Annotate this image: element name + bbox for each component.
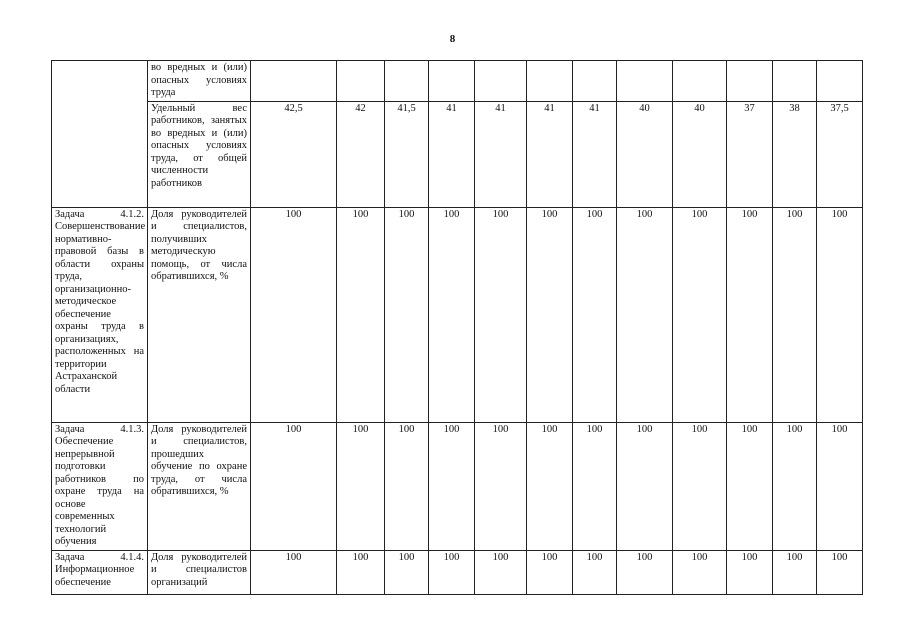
value-cell: 100 xyxy=(727,207,773,422)
value-cell: 41 xyxy=(475,101,527,207)
value-cell xyxy=(429,61,475,102)
value-cell xyxy=(617,61,673,102)
value-cell: 37 xyxy=(727,101,773,207)
value-cell: 41 xyxy=(527,101,573,207)
value-cell: 100 xyxy=(673,550,727,594)
value-cell: 100 xyxy=(385,422,429,550)
value-cell: 100 xyxy=(527,207,573,422)
value-cell: 100 xyxy=(673,207,727,422)
value-cell xyxy=(527,61,573,102)
indicator-cell: Доля руководителей и специалистов организаций xyxy=(148,550,251,594)
table-row xyxy=(52,207,863,422)
value-cell xyxy=(475,61,527,102)
value-cell: 100 xyxy=(727,550,773,594)
value-cell: 100 xyxy=(251,422,337,550)
task-cell xyxy=(52,61,148,208)
value-cell: 100 xyxy=(617,422,673,550)
value-cell: 100 xyxy=(337,550,385,594)
value-cell: 100 xyxy=(673,422,727,550)
value-cell: 100 xyxy=(475,550,527,594)
value-cell xyxy=(337,61,385,102)
value-cell: 100 xyxy=(573,550,617,594)
task-cell: Задача 4.1.2. Совершенствование нормативно-правовой базы в области охраны труда, организационно-методическое обеспечение охраны труда в организациях, расположенных на территории Астраханской области xyxy=(52,207,148,422)
table-row xyxy=(52,422,863,550)
value-cell: 100 xyxy=(573,422,617,550)
value-cell: 100 xyxy=(385,207,429,422)
value-cell xyxy=(385,61,429,102)
indicator-cell: Доля руководителей и специалистов, прошедших обучение по охране труда, от числа обратившихся, % xyxy=(148,422,251,550)
indicators-table xyxy=(51,60,863,595)
value-cell: 41,5 xyxy=(385,101,429,207)
indicator-cell: во вредных и (или) опасных условиях труда xyxy=(148,61,251,102)
task-cell: Задача 4.1.3. Обеспечение непрерывной подготовки работников по охране труда на основе современных технологий обучения xyxy=(52,422,148,550)
value-cell: 100 xyxy=(251,550,337,594)
value-cell: 41 xyxy=(429,101,475,207)
value-cell: 37,5 xyxy=(817,101,863,207)
value-cell: 100 xyxy=(617,550,673,594)
value-cell: 100 xyxy=(429,207,475,422)
value-cell: 40 xyxy=(617,101,673,207)
value-cell xyxy=(251,61,337,102)
value-cell xyxy=(727,61,773,102)
value-cell: 42,5 xyxy=(251,101,337,207)
value-cell xyxy=(573,61,617,102)
value-cell: 100 xyxy=(429,550,475,594)
indicator-cell: Доля руководителей и специалистов, получивших методическую помощь, от числа обратившихся, % xyxy=(148,207,251,422)
value-cell: 100 xyxy=(773,422,817,550)
value-cell: 100 xyxy=(573,207,617,422)
value-cell: 100 xyxy=(251,207,337,422)
table-row xyxy=(52,101,863,207)
value-cell: 100 xyxy=(337,422,385,550)
value-cell: 42 xyxy=(337,101,385,207)
task-cell: Задача 4.1.4. Информационное обеспечение xyxy=(52,550,148,594)
value-cell: 100 xyxy=(773,207,817,422)
value-cell: 100 xyxy=(475,207,527,422)
page-number: 8 xyxy=(449,33,456,45)
value-cell: 100 xyxy=(617,207,673,422)
value-cell: 100 xyxy=(773,550,817,594)
value-cell: 40 xyxy=(673,101,727,207)
value-cell: 41 xyxy=(573,101,617,207)
value-cell: 100 xyxy=(817,207,863,422)
value-cell: 100 xyxy=(385,550,429,594)
value-cell xyxy=(817,61,863,102)
table-row xyxy=(52,61,863,102)
value-cell: 100 xyxy=(817,550,863,594)
value-cell: 100 xyxy=(527,422,573,550)
value-cell: 100 xyxy=(475,422,527,550)
indicator-cell: Удельный вес работников, занятых во вредных и (или) опасных условиях труда, от общей численности работников xyxy=(148,101,251,207)
value-cell: 38 xyxy=(773,101,817,207)
value-cell: 100 xyxy=(527,550,573,594)
value-cell xyxy=(773,61,817,102)
value-cell xyxy=(673,61,727,102)
value-cell: 100 xyxy=(727,422,773,550)
value-cell: 100 xyxy=(817,422,863,550)
value-cell: 100 xyxy=(337,207,385,422)
value-cell: 100 xyxy=(429,422,475,550)
table-row xyxy=(52,550,863,594)
